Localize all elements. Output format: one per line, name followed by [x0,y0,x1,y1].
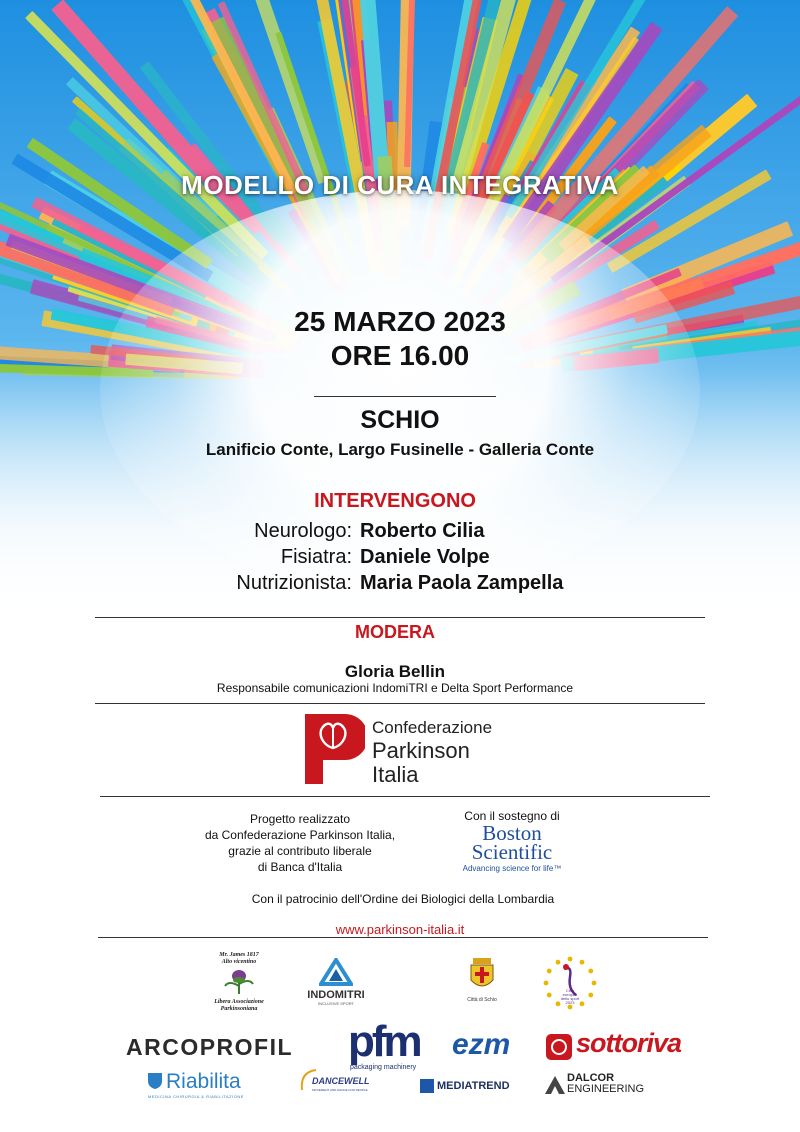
speaker-name: Daniele Volpe [360,546,490,568]
project-line: grazie al contributo liberale [228,844,372,858]
speaker-name: Roberto Cilia [360,520,485,542]
sport-city-text [554,989,586,1005]
boston-line2: Scientific [471,840,553,864]
sport-city-logo [542,955,598,1011]
arcoprofil-logo: ARCOPROFIL [126,1034,294,1060]
indomitri-sub: INCLUSIVE SPORT [318,1001,354,1006]
dalcor-line2: ENGINEERING [567,1083,645,1095]
indomitri-name: INDOMITRI [307,989,365,1001]
star-icon [547,969,552,974]
indomitri-triangle-icon [319,958,353,986]
speaker-role: Fisiatra: [280,546,352,568]
riabilita-logo: Riabilita [166,1070,241,1093]
sport-city-line1: Città [565,988,575,993]
sottoriva-logo: sottoriva [576,1028,682,1058]
apmj-line2: Alto vicentino [221,959,257,965]
sport-city-line2: europea [562,992,578,997]
mediatrend-mark-icon [420,1079,434,1093]
moderator-heading: MODERA [355,622,435,642]
apmj-line4: Parkinsoniana [220,1006,258,1012]
indomitri-logo [296,958,376,1006]
dancewell-sub: MOVEMENT AND DANCE FOR PEOPLE [312,1088,368,1092]
ezm-logo: ezm [452,1028,511,1061]
divider [98,937,708,938]
schio-caption: Città di Schio [467,997,497,1003]
speakers-heading: INTERVENGONO [314,490,476,512]
star-icon [592,981,597,986]
support-label: Con il sostegno di [464,809,560,823]
mediatrend-logo: MEDIATREND [437,1080,510,1092]
city-crest-icon [469,958,495,992]
star-icon [580,960,585,965]
moderator-role: Responsabile comunicazioni IndomiTRI e Delta Sport Performance [216,681,574,695]
star-icon [556,960,561,965]
star-icon [588,993,593,998]
schio-crest [462,958,502,1003]
pfm-sub: packaging machinery [350,1064,417,1071]
divider [314,396,496,397]
patronage-text: Con il patrocinio dell'Ordine dei Biologici della Lombardia [251,892,555,906]
star-icon [568,1005,573,1010]
sport-city-line3: dello sport [560,996,580,1001]
sottoriva-ring [551,1039,567,1055]
organizer-line2: Parkinson [372,738,470,763]
project-line: di Banca d'Italia [257,860,343,874]
apmj-logo [206,952,272,1012]
project-line: da Confederazione Parkinson Italia, [204,828,396,842]
star-icon [544,981,549,986]
event-time: ORE 16.00 [330,340,470,371]
website-link[interactable]: www.parkinson-italia.it [335,922,465,937]
sport-city-year: 2023 [565,1000,575,1005]
speaker-role: Neurologo: [254,520,352,542]
sottoriva-mark-icon [546,1034,572,1060]
event-city: SCHIO [360,406,440,434]
speaker-role: Nutrizionista: [236,572,352,594]
dalcor-line1: DALCOR [567,1072,615,1084]
dalcor-mark-icon [545,1076,565,1094]
star-icon [588,969,593,974]
apmj-line3: Libera Associazione [214,999,264,1005]
star-icon [547,993,552,998]
parkinson-logo-icon [305,714,365,784]
boston-line1: Boston [482,821,542,845]
boston-scientific-logo [442,821,582,864]
event-date: 25 MARZO 2023 [294,306,506,337]
project-line: Progetto realizzato [249,812,351,826]
moderator-name: Gloria Bellin [344,662,446,681]
divider [95,617,705,618]
riabilita-sub: MEDICINA CHIRURGIA & RIABILITAZIONE [148,1094,244,1099]
riabilita-shield-icon [148,1073,162,1089]
organizer-line3: Italia [372,762,419,787]
star-icon [568,957,573,962]
pfm-logo: pfm [348,1017,420,1066]
event-venue: Lanificio Conte, Largo Fusinelle - Galleria Conte [205,440,595,459]
boston-tagline: Advancing science for life™ [462,864,562,873]
dancewell-logo [298,1066,372,1100]
apmj-line1: Mr. James 1817 [219,952,259,958]
dancewell-name: DANCEWELL [312,1076,370,1086]
thistle-icon [219,966,259,994]
parkinson-logo [305,714,365,784]
divider [95,703,705,704]
event-title: MODELLO DI CURA INTEGRATIVA [181,170,619,200]
speaker-name: Maria Paola Zampella [360,572,564,594]
organizer-line1: Confederazione [372,718,493,737]
divider [100,796,710,797]
